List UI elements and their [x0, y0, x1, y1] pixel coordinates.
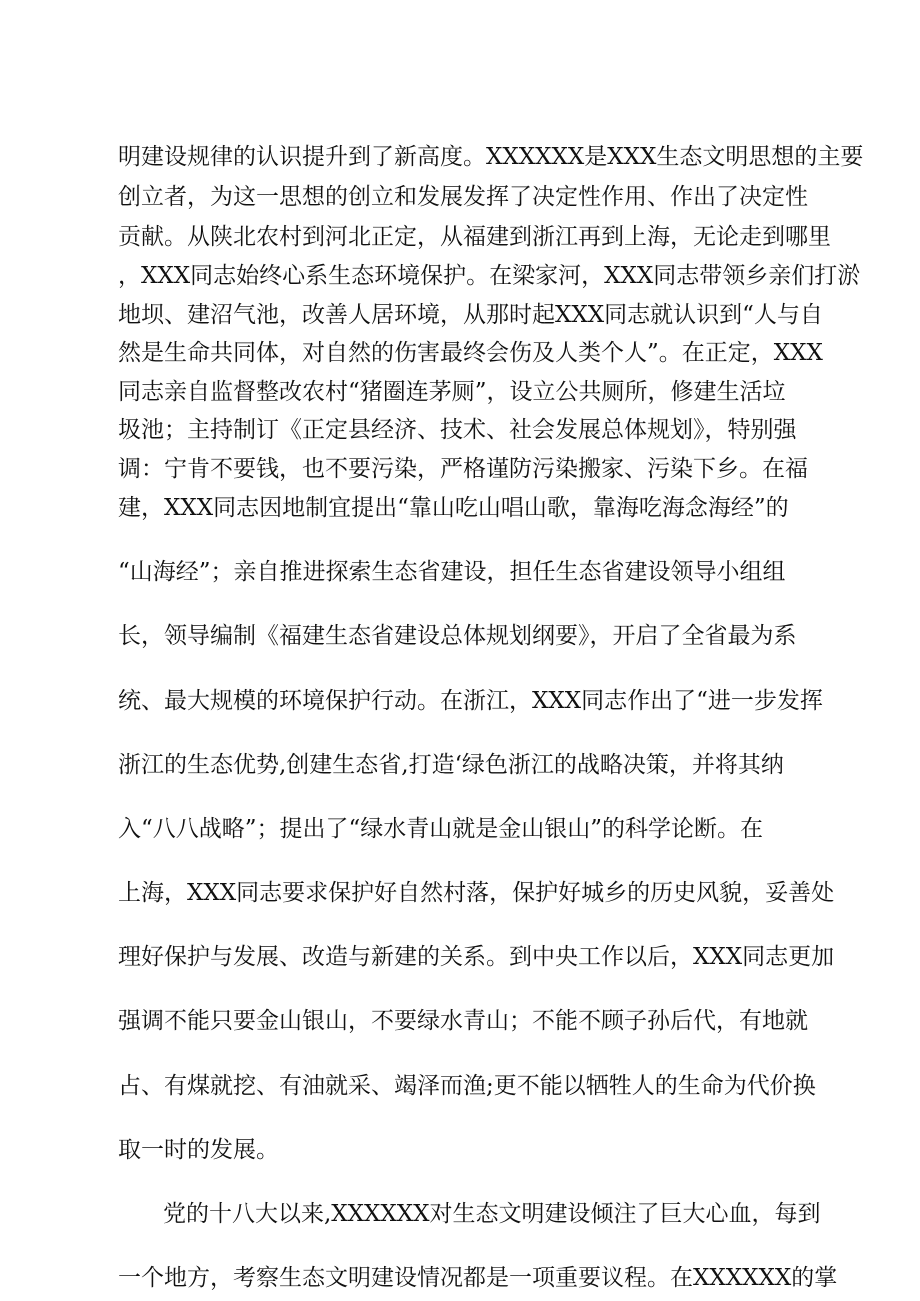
- text-line: 创立者，为这一思想的创立和发展发挥了决定性作用、作出了决定性: [118, 184, 808, 210]
- text-line: “山海经”；亲自推进探索生态省建设，担任生态省建设领导小组组: [118, 559, 786, 585]
- text-line: 圾池；主持制订《正定县经济、技术、社会发展总体规划》，特别强: [118, 417, 797, 443]
- text-line: ，XXX同志始终心系生态环境保护。在梁家河，XXX同志带领乡亲们打淤: [118, 263, 861, 289]
- text-line: 强调不能只要金山银山，不要绿水青山；不能不顾子孙后代，有地就: [118, 1008, 808, 1034]
- text-line: 调：宁肯不要钱，也不要污染，严格谨防污染搬家、污染下乡。在福: [118, 456, 808, 482]
- text-line: 理好保护与发展、改造与新建的关系。到中央工作以后，XXX同志更加: [118, 944, 835, 970]
- text-line: 建，XXX同志因地制宜提出“靠山吃山唱山歌，靠海吃海念海经”的: [118, 495, 789, 521]
- text-line: 党的十八大以来,XXXXXX对生态文明建设倾注了巨大心血，每到: [163, 1201, 821, 1227]
- text-line: 明建设规律的认识提升到了新高度。XXXXXX是XXX生态文明思想的主要: [118, 144, 864, 170]
- text-line: 长，领导编制《福建生态省建设总体规划纲要》，开启了全省最为系: [118, 623, 797, 649]
- text-line: 入“八八战略”；提出了“绿水青山就是金山银山”的科学论断。在: [118, 816, 764, 842]
- text-line: 地坝、建沼气池，改善人居环境，从那时起XXX同志就认识到“人与自: [118, 302, 823, 328]
- text-line: 一个地方，考察生态文明建设情况都是一项重要议程。在XXXXXX的掌: [118, 1265, 838, 1291]
- text-line: 统、最大规模的环境保护行动。在浙江，XXX同志作出了“进一步发挥: [118, 688, 823, 714]
- text-line: 同志亲自监督整改农村“猪圈连茅厕”，设立公共厕所，修建生活垃: [118, 379, 786, 405]
- text-line: 贡献。从陕北农村到河北正定，从福建到浙江再到上海，无论走到哪里: [118, 224, 831, 250]
- text-line: 上海，XXX同志要求保护好自然村落，保护好城乡的历史风貌，妥善处: [118, 880, 835, 906]
- text-line: 然是生命共同体，对自然的伤害最终会伤及人类个人”。在正定，XXX: [118, 340, 823, 366]
- text-line: 取一时的发展。: [118, 1137, 279, 1163]
- text-line: 浙江的生态优势,创建生态省,打造‘绿色浙江的战略决策，并将其纳: [118, 752, 784, 778]
- text-line: 占、有煤就挖、有油就采、竭泽而渔;更不能以牺牲人的生命为代价换: [118, 1073, 816, 1099]
